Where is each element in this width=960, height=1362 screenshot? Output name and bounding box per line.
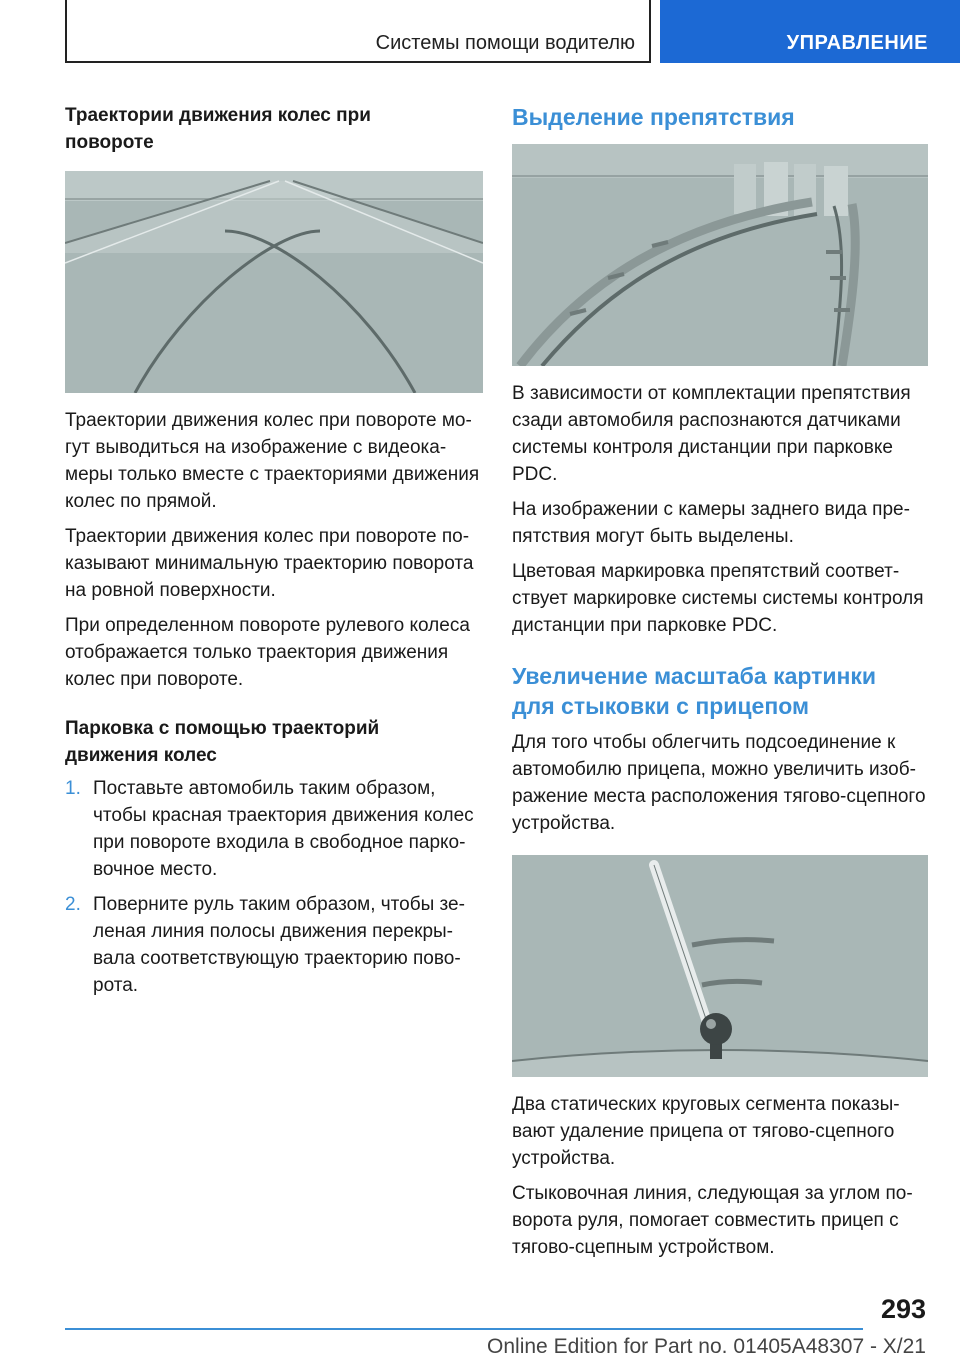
header-frame [65,0,651,63]
list-item [65,891,483,999]
figure-wheel-trajectories [65,171,483,393]
heading-trailer-zoom: Увеличение масштаба картинки для стыковки с прицепом [512,663,877,719]
step-text: Поставьте автомобиль таким образом, чтобы красная траектория движения колес при повороте входила в свободное парковочное место. [93,778,474,880]
heading-parking-trajectories: Парковка с помощью траекторий движения колес [65,718,380,766]
steps-list [65,775,483,999]
paragraph: Для того чтобы облегчить подсоединение к автомобилю прицепа, можно увеличить изображение места расположения тягово-сцепного устройства. [512,732,926,834]
figure-trailer-coupling [512,855,928,1077]
heading-turn-trajectories: Траектории движения колес при повороте [65,105,371,153]
paragraph: Траектории движения колес при повороте могут выводиться на изображение с видеокамеры только вместе с траекториями движения колес по прямой. [65,410,480,512]
paragraph: Стыковочная линия, следующая за углом поворота руля, помогает совместить прицеп с тягово-сцепным устройством. [512,1183,913,1258]
heading-obstacle-marking: Выделение препятствия [512,104,795,130]
figure-obstacle-marking [512,144,928,366]
paragraph: В зависимости от комплектации препятствия сзади автомобиля распознаются датчиками системы контроля дистанции при парковке PDC. [512,383,911,485]
paragraph: Два статических круговых сегмента показывают удаление прицепа от тягово-сцепного устройства. [512,1094,900,1169]
left-column [65,102,483,999]
footer-divider [65,1328,863,1330]
paragraph: На изображении с камеры заднего вида препятствия могут быть выделены. [512,499,910,547]
paragraph: Траектории движения колес при повороте показывают минимальную траекторию поворота на ровной поверхности. [65,526,474,601]
step-number: 1. [65,778,81,799]
footer-edition: Online Edition for Part no. 01405A48307 - X/21 [487,1335,926,1358]
section-tab [660,0,960,63]
paragraph: Цветовая маркировка препятствий соответствует маркировке системы системы контроля дистанции при парковке PDC. [512,561,924,636]
right-column [512,102,932,1261]
step-text: Поверните руль таким образом, чтобы зеленая линия полосы движения перекрывала соответствующую траекторию поворота. [93,894,465,996]
section-title: УПРАВЛЕНИЕ [786,32,928,54]
paragraph: При определенном повороте рулевого колеса отображается только траектория движения колес при повороте. [65,615,470,690]
page-number: 293 [880,1294,926,1324]
step-number: 2. [65,894,81,915]
list-item [65,775,483,883]
chapter-title: Системы помощи водителю [375,32,635,54]
